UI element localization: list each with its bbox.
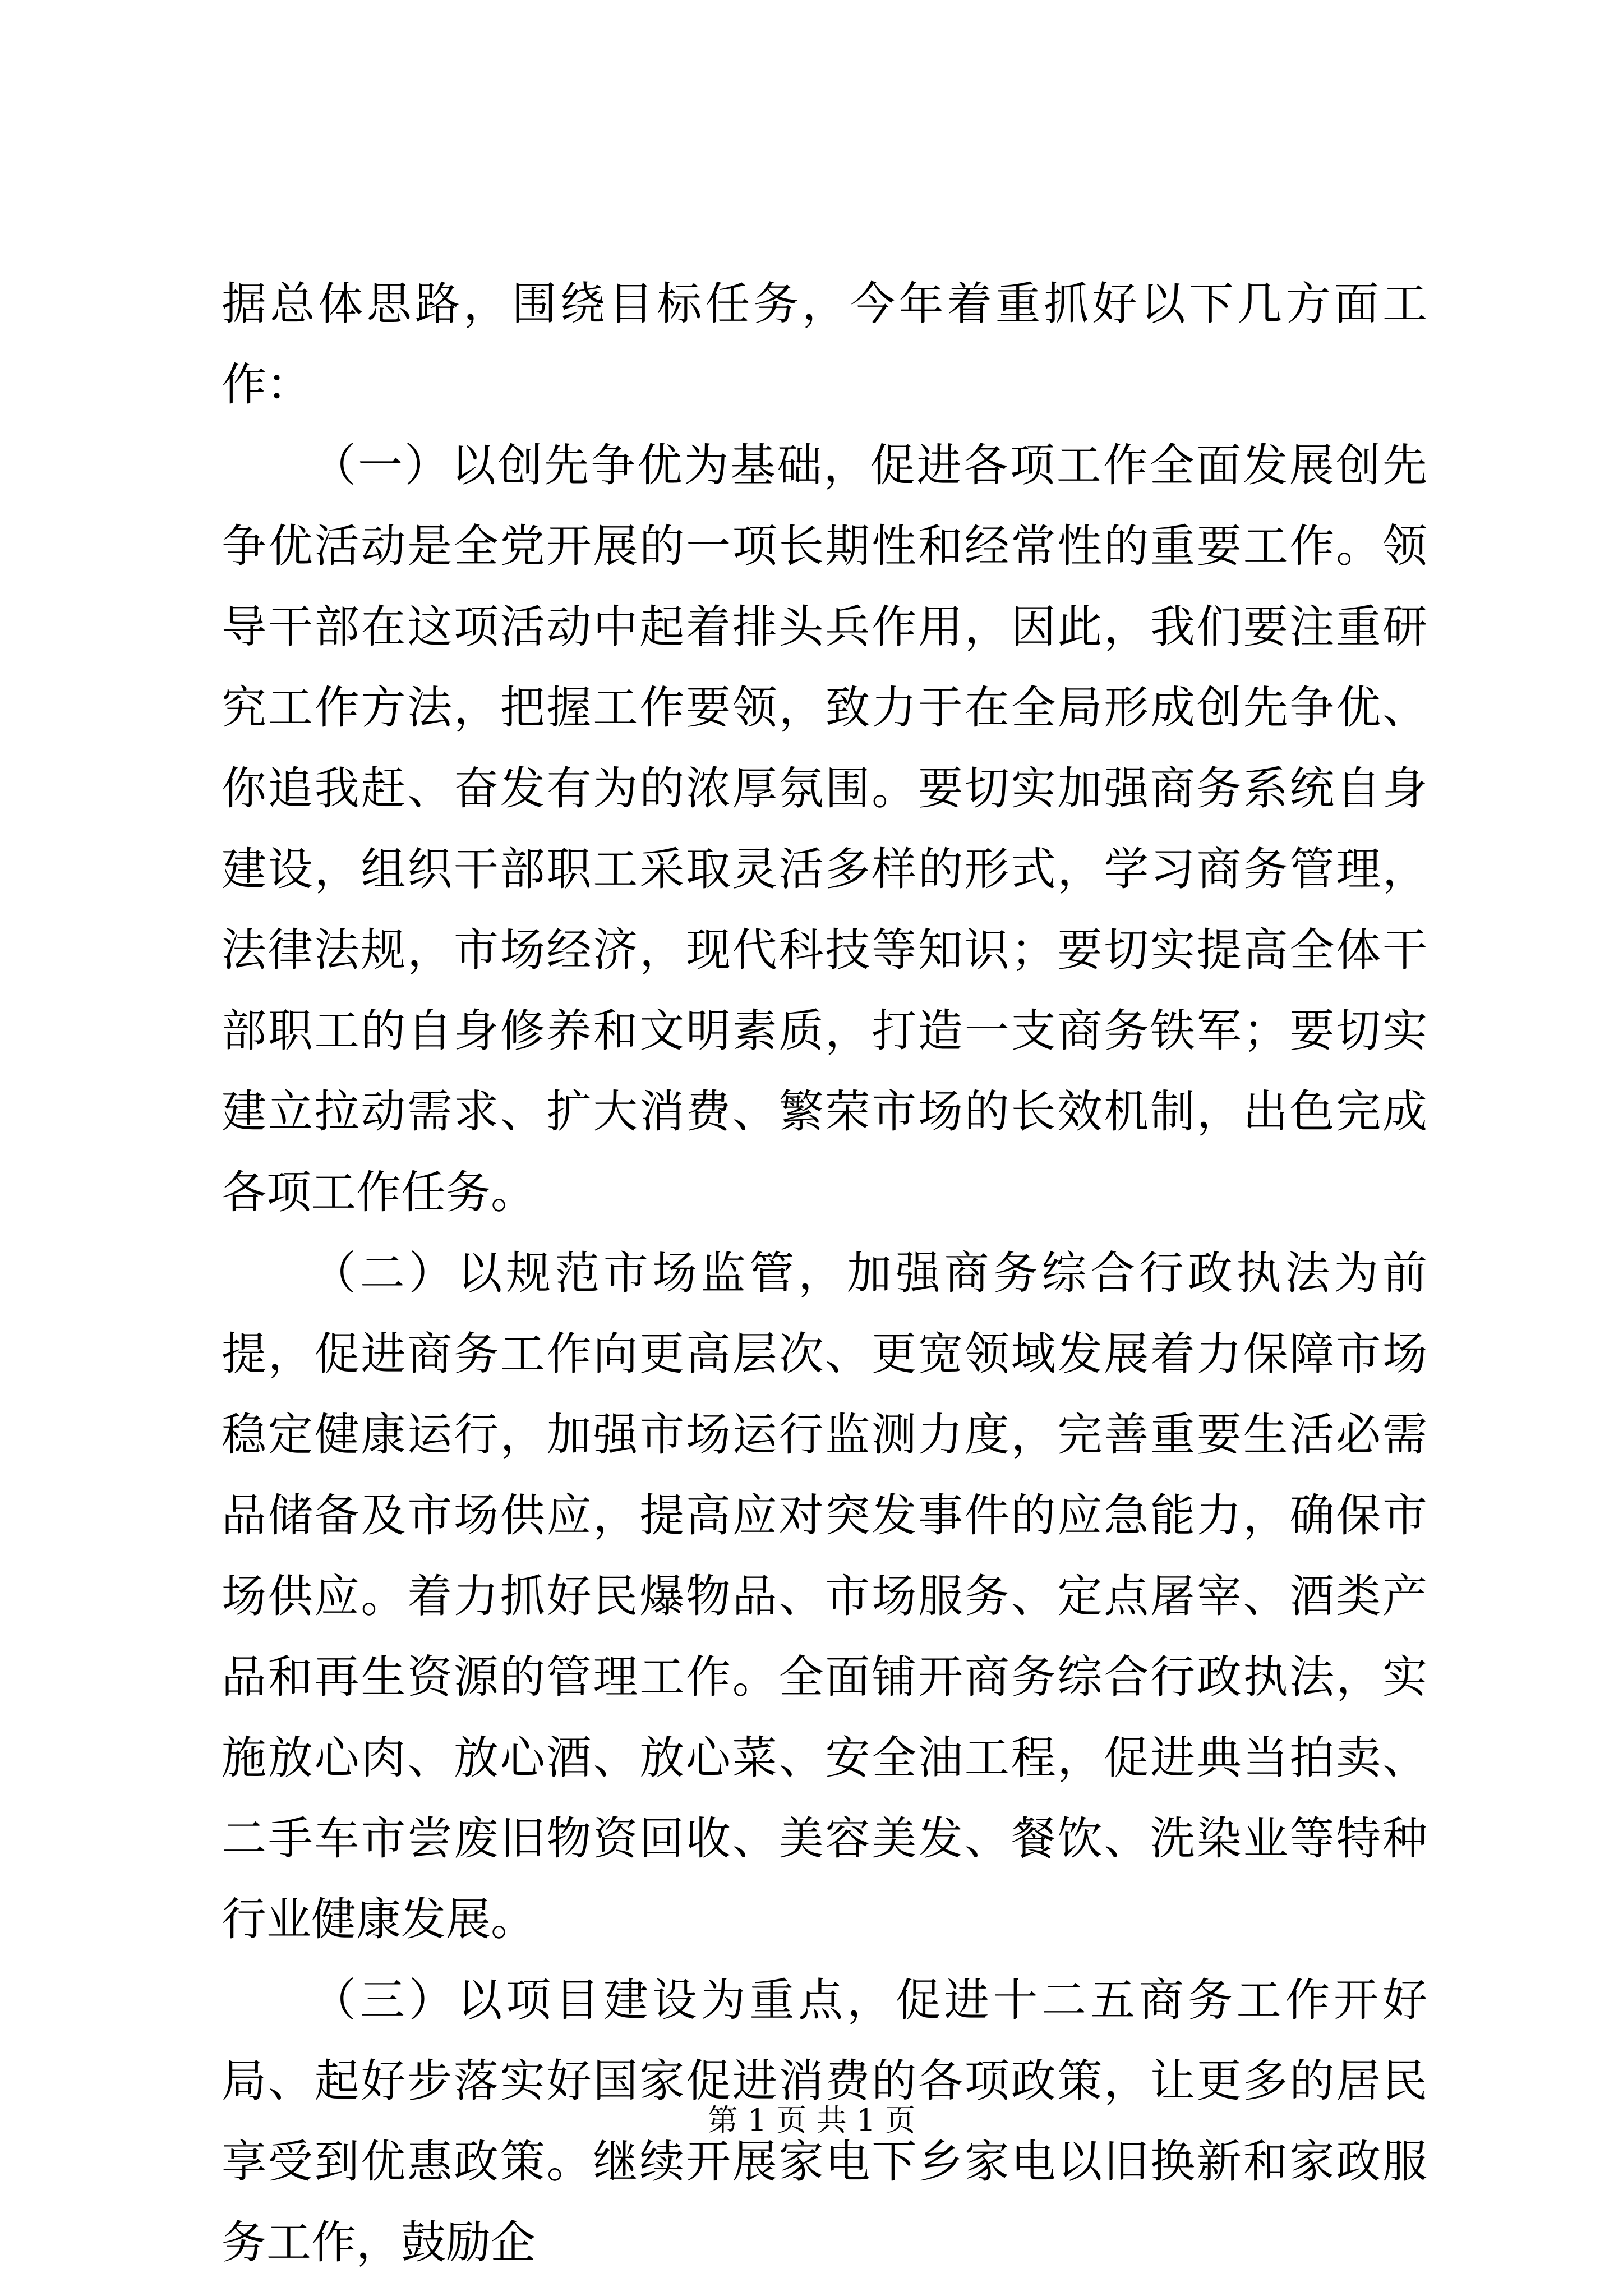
paragraph-section-2: （二）以规范市场监管，加强商务综合行政执法为前提，促进商务工作向更高层次、更宽领域发展着力保障市场稳定健康运行，加强市场运行监测力度，完善重要生活必需品储备及市场供应，提高应对突发事件的应急能力，确保市场供应。着力抓好民爆物品、市场服务、定点屠宰、酒类产品和再生资源的管理工作。全面铺开商务综合行政执法，实施放心肉、放心酒、放心菜、安全油工程，促进典当拍卖、二手车市尝废旧物资回收、美容美发、餐饮、洗染业等特种行业健康发展。: [222, 1247, 1427, 1945]
document-body: [222, 264, 1427, 2283]
paragraph-section-1: （一）以创先争优为基础，促进各项工作全面发展创先争优活动是全党开展的一项长期性和经常性的重要工作。领导干部在这项活动中起着排头兵作用，因此，我们要注重研究工作方法，把握工作要领，致力于在全局形成创先争优、你追我赶、奋发有为的浓厚氛围。要切实加强商务系统自身建设，组织干部职工采取灵活多样的形式，学习商务管理，法律法规，市场经济，现代科技等知识；要切实提高全体干部职工的自身修养和文明素质，打造一支商务铁军；要切实建立拉动需求、扩大消费、繁荣市场的长效机制，出色完成各项工作任务。: [222, 439, 1427, 1218]
paragraph-continuation: 据总体思路，围绕目标任务，今年着重抓好以下几方面工作：: [222, 278, 1427, 411]
paragraph-section-3: （三）以项目建设为重点，促进十二五商务工作开好局、起好步落实好国家促进消费的各项政策，让更多的居民享受到优惠政策。继续开展家电下乡家电以旧换新和家政服务工作，鼓励企: [222, 1974, 1427, 2269]
page-number-label: 第 1 页 共 1 页: [707, 2102, 916, 2138]
page-footer: [0, 2098, 1623, 2143]
